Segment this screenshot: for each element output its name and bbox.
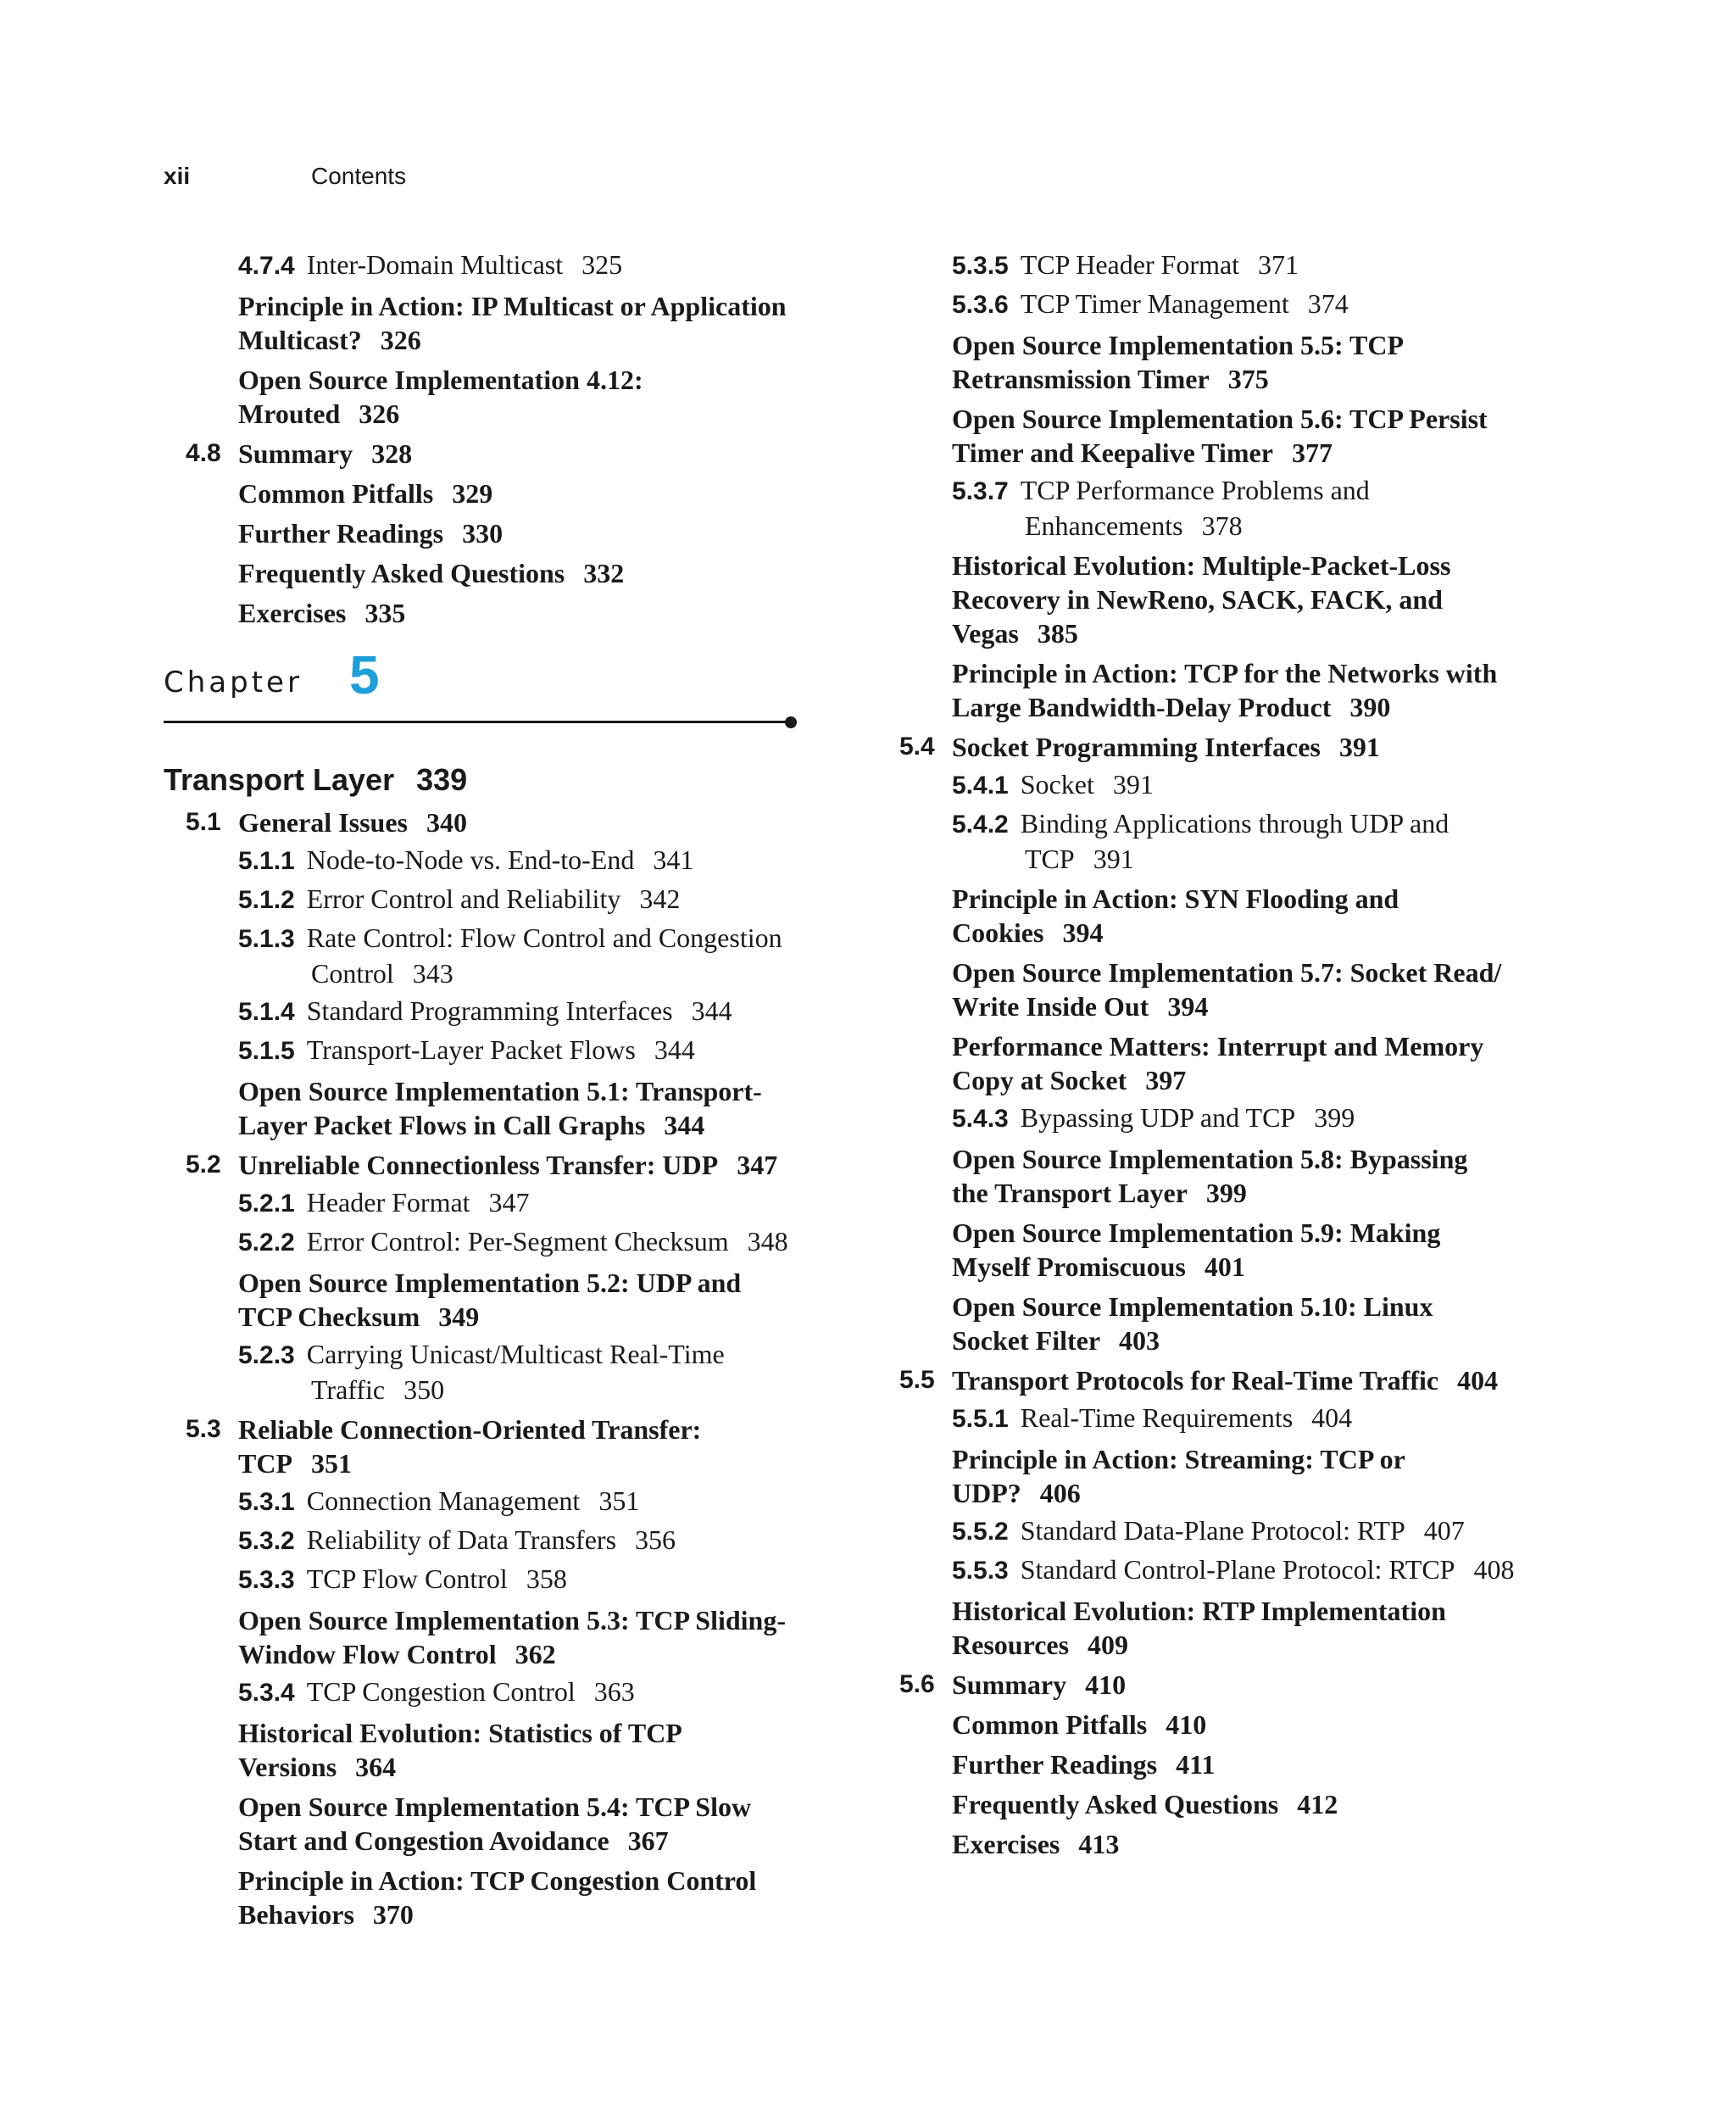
chapter-rule-dot [785,716,797,728]
feature-title-line: the Transport Layer [952,1178,1188,1208]
toc-right-column [877,244,1522,1861]
page-number: 343 [412,958,453,989]
toc-chapter-5-entries [164,805,808,1931]
page-number: 404 [1311,1402,1353,1433]
subsection-number: 5.5.2 [952,1518,1009,1546]
subsection-number: 5.1.5 [238,1037,295,1065]
page-number: 332 [583,558,625,588]
page-number: 385 [1037,618,1078,649]
subsection-title: Socket [1020,769,1094,800]
toc-subsection-entry [877,287,1522,322]
page-number: 356 [635,1524,676,1555]
page-number: 399 [1314,1102,1355,1133]
toc-subsection-entry [164,1185,808,1221]
toc-left-column [164,244,808,1931]
section-title: Reliable Connection-Oriented Transfer: TCP [238,1414,702,1479]
feature-title-line: Frequently Asked Questions [238,558,565,588]
section-number: 5.3 [186,1415,221,1443]
page-number: 409 [1088,1630,1129,1660]
toc-subsection-entry [164,921,808,990]
feature-title-line: Start and Congestion Avoidance [238,1825,609,1856]
toc-section-entry [877,1668,1522,1702]
chapter-page-number: 339 [416,762,468,797]
subsection-title: Error Control: Per-Segment Checksum [306,1226,729,1257]
toc-subsection-entry [877,473,1522,543]
subsection-title: Rate Control: Flow Control and Congestion Control [306,922,782,989]
feature-title-line: Versions [238,1752,337,1782]
section-number: 5.1 [186,808,221,836]
feature-title-line: Open Source Implementation 5.8: Bypassing [952,1144,1468,1174]
page-number: 377 [1291,437,1333,468]
feature-title-line: Principle in Action: Streaming: TCP or [952,1444,1405,1474]
toc-feature-entry [164,1266,808,1334]
subsection-title: Transport-Layer Packet Flows [306,1034,636,1065]
chapter-title-text: Transport Layer [164,762,395,797]
page-number: 370 [372,1899,414,1930]
feature-title-line: Open Source Implementation 4.12: [238,365,643,395]
feature-title-line: Mrouted [238,398,341,429]
feature-title-line: Open Source Implementation 5.2: UDP and [238,1268,742,1298]
subsection-title: Bypassing UDP and TCP [1020,1102,1296,1133]
toc-subsection-entry [877,1552,1522,1588]
toc-feature-entry [877,1708,1522,1741]
toc-feature-entry [164,1603,808,1671]
toc-feature-entry [877,549,1522,650]
page-number: 375 [1227,364,1269,394]
page-number: 412 [1297,1789,1338,1819]
feature-title-line: Principle in Action: IP Multicast or Application [238,291,787,321]
section-title: Summary [952,1669,1067,1700]
section-number: 5.2 [186,1151,221,1179]
subsection-number: 5.3.5 [952,252,1009,280]
chapter-title [164,761,808,800]
subsection-title: Carrying Unicast/Multicast Real-Time Traffic [306,1339,725,1405]
toc-subsection-entry [877,1101,1522,1136]
page-number: 371 [1258,249,1299,280]
toc-feature-entry [877,328,1522,396]
toc-subsection-entry [164,1484,808,1519]
subsection-title: TCP Congestion Control [306,1676,576,1707]
subsection-number: 4.7.4 [238,252,295,280]
subsection-number: 5.3.4 [238,1679,295,1707]
subsection-title: Standard Data-Plane Protocol: RTP [1020,1515,1405,1546]
feature-title-line: Open Source Implementation 5.1: Transport- [238,1076,762,1106]
toc-feature-entry [164,1790,808,1858]
subsection-number: 5.1.1 [238,847,295,875]
toc-feature-entry [164,1074,808,1142]
page-number: 408 [1473,1554,1515,1585]
page-number: 401 [1204,1251,1245,1282]
section-title: Socket Programming Interfaces [952,732,1321,762]
page-number: 394 [1062,917,1104,948]
feature-title-line: Copy at Socket [952,1065,1127,1095]
subsection-number: 5.5.3 [952,1557,1009,1585]
toc-feature-entry [877,882,1522,950]
feature-title-line: Historical Evolution: RTP Implementation [952,1596,1446,1626]
toc-feature-entry [877,956,1522,1023]
toc-feature-entry [164,596,808,630]
toc-section-entry [877,730,1522,764]
running-head-title: Contents [311,163,407,189]
chapter-number: 5 [349,644,380,705]
page-number: 406 [1039,1478,1081,1508]
toc-section-entry [164,437,808,471]
page-folio: xii [164,163,191,189]
feature-title-line: Write Inside Out [952,991,1149,1022]
subsection-title: TCP Timer Management [1020,288,1289,319]
subsection-title: TCP Performance Problems and Enhancements [1020,475,1370,541]
subsection-title: Node-to-Node vs. End-to-End [306,844,635,875]
toc-feature-entry [877,1594,1522,1662]
toc-feature-entry [164,363,808,431]
section-title: General Issues [238,807,408,838]
toc-feature-entry [877,1827,1522,1861]
feature-title-line: Window Flow Control [238,1639,497,1669]
toc-feature-entry [877,1442,1522,1510]
feature-title-line: Further Readings [952,1749,1158,1780]
subsection-number: 5.3.3 [238,1566,295,1594]
feature-title-line: Myself Promiscuous [952,1251,1186,1282]
toc-subsection-entry [877,767,1522,803]
page-number: 378 [1201,510,1243,541]
chapter-label: Chapter [164,666,303,699]
subsection-number: 5.4.2 [952,811,1009,839]
page-number: 410 [1085,1669,1127,1700]
page-number: 394 [1167,991,1209,1022]
page-number: 347 [737,1150,778,1180]
subsection-number: 5.1.3 [238,925,295,953]
toc-subsection-entry [164,994,808,1029]
subsection-title: Standard Programming Interfaces [306,995,673,1026]
feature-title-line: Open Source Implementation 5.3: TCP Sliding- [238,1605,786,1635]
toc-feature-entry [877,1216,1522,1284]
feature-title-line: Exercises [238,598,347,628]
chapter-rule [164,721,791,723]
toc-subsection-entry [164,1562,808,1597]
section-number: 4.8 [186,439,221,467]
feature-title-line: Common Pitfalls [952,1709,1148,1740]
feature-title-line: Cookies [952,917,1044,948]
toc-subsection-entry [164,882,808,917]
subsection-title: Binding Applications through UDP and TCP [1020,808,1449,874]
subsection-title: TCP Header Format [1020,249,1240,280]
page-number: 399 [1205,1178,1247,1208]
feature-title-line: Performance Matters: Interrupt and Memory [952,1031,1484,1062]
feature-title-line: Vegas [952,618,1019,649]
subsection-title: Inter-Domain Multicast [306,249,564,280]
feature-title-line: Multicast? [238,325,362,355]
toc-feature-entry [877,402,1522,470]
toc-feature-entry [164,1716,808,1784]
page-number: 340 [426,807,467,838]
feature-title-line: UDP? [952,1478,1021,1508]
subsection-number: 5.3.1 [238,1488,295,1516]
page-number: 325 [581,249,623,280]
toc-feature-entry [877,1029,1522,1097]
subsection-number: 5.3.2 [238,1527,295,1555]
subsection-number: 5.4.3 [952,1105,1009,1133]
page-number: 344 [664,1110,705,1140]
page-number: 364 [355,1752,397,1782]
toc-feature-entry [164,1864,808,1931]
feature-title-line: Open Source Implementation 5.5: TCP [952,330,1405,360]
page-number: 330 [462,518,504,549]
subsection-number: 5.2.1 [238,1190,295,1218]
page-number: 342 [639,883,681,914]
feature-title-line: Principle in Action: TCP for the Networks with [952,658,1498,688]
feature-title-line: Recovery in NewReno, SACK, FACK, and [952,584,1443,615]
page-number: 349 [438,1301,480,1332]
page-number: 344 [654,1034,695,1065]
toc-subsection-entry [164,1033,808,1068]
feature-title-line: Socket Filter [952,1325,1101,1356]
subsection-title: Connection Management [306,1485,581,1516]
feature-title-line: Open Source Implementation 5.10: Linux [952,1291,1433,1322]
subsection-title: Reliability of Data Transfers [306,1524,617,1555]
subsection-title: Error Control and Reliability [306,883,621,914]
subsection-number: 5.1.2 [238,886,295,914]
page-number: 404 [1457,1365,1499,1396]
section-title: Summary [238,438,353,469]
toc-chapter-5-continued-entries [877,248,1522,1861]
page-number: 363 [593,1676,635,1707]
toc-subsection-entry [164,1337,808,1407]
section-number: 5.6 [899,1670,935,1698]
feature-title-line: Common Pitfalls [238,478,434,509]
feature-title-line: Open Source Implementation 5.4: TCP Slow [238,1791,752,1822]
feature-title-line: Open Source Implementation 5.9: Making [952,1218,1441,1248]
feature-title-line: Open Source Implementation 5.6: TCP Persist [952,404,1488,434]
chapter-heading [164,637,808,754]
page-number: 348 [747,1226,788,1257]
feature-title-line: Exercises [952,1829,1060,1859]
toc-subsection-entry [877,1513,1522,1549]
toc-section-entry [164,1148,808,1182]
page-number: 362 [515,1639,556,1669]
toc-section-entry [877,1363,1522,1397]
toc-previous-chapter-entries [164,248,808,630]
feature-title-line: Historical Evolution: Statistics of TCP [238,1718,682,1748]
section-title: Unreliable Connectionless Transfer: UDP [238,1150,719,1180]
feature-title-line: Behaviors [238,1899,354,1930]
page-number: 374 [1307,288,1349,319]
feature-title-line: Layer Packet Flows in Call Graphs [238,1110,646,1140]
feature-title-line: Large Bandwidth-Delay Product [952,692,1332,722]
page-number: 411 [1176,1749,1216,1780]
feature-title-line: Timer and Keepalive Timer [952,437,1273,468]
toc-feature-entry [877,1787,1522,1821]
feature-title-line: Retransmission Timer [952,364,1210,394]
toc-subsection-entry [877,248,1522,283]
subsection-number: 5.1.4 [238,998,295,1026]
feature-title-line: TCP Checksum [238,1301,420,1332]
section-number: 5.5 [899,1366,935,1394]
toc-subsection-entry [877,806,1522,876]
page-number: 413 [1078,1829,1120,1859]
subsection-title: Standard Control-Plane Protocol: RTCP [1020,1554,1455,1585]
page-number: 358 [526,1563,567,1594]
feature-title-line: Historical Evolution: Multiple-Packet-Loss [952,550,1451,581]
toc-section-entry [164,805,808,839]
toc-feature-entry [164,516,808,550]
subsection-number: 5.4.1 [952,772,1009,800]
section-number: 5.4 [899,733,935,761]
page-number: 367 [627,1825,669,1856]
feature-title-line: Principle in Action: TCP Congestion Control [238,1865,757,1896]
page-number: 351 [598,1485,640,1516]
page-number: 390 [1349,692,1391,722]
feature-title-line: Principle in Action: SYN Flooding and [952,883,1399,914]
feature-title-line: Resources [952,1630,1070,1660]
feature-title-line: Frequently Asked Questions [952,1789,1279,1819]
page-number: 391 [1093,844,1134,874]
toc-section-entry [164,1413,808,1480]
page-number: 326 [359,398,400,429]
toc-subsection-entry [164,843,808,878]
section-title: Transport Protocols for Real-Time Traffic [952,1365,1439,1396]
toc-subsection-entry [164,248,808,283]
page-number: 326 [380,325,421,355]
subsection-number: 5.3.6 [952,291,1009,319]
subsection-number: 5.5.1 [952,1405,1009,1433]
page-number: 391 [1112,769,1154,800]
toc-subsection-entry [164,1224,808,1260]
page-number: 335 [364,598,406,628]
subsection-number: 5.2.2 [238,1229,295,1257]
feature-title-line: Further Readings [238,518,444,549]
page-number: 403 [1119,1325,1160,1356]
feature-title-line: Open Source Implementation 5.7: Socket Read/ [952,957,1502,988]
page-number: 397 [1145,1065,1187,1095]
page-number: 341 [653,844,694,875]
page-number: 328 [371,438,413,469]
page-number: 344 [691,995,732,1026]
page-number: 350 [403,1374,445,1405]
subsection-title: Real-Time Requirements [1020,1402,1294,1433]
subsection-title: Header Format [306,1187,470,1218]
subsection-title: TCP Flow Control [306,1563,508,1594]
toc-feature-entry [164,556,808,590]
toc-feature-entry [877,1142,1522,1210]
subsection-number: 5.3.7 [952,477,1009,505]
page-number: 351 [311,1448,352,1479]
toc-feature-entry [877,1747,1522,1781]
toc-feature-entry [877,656,1522,724]
subsection-number: 5.2.3 [238,1341,295,1369]
toc-feature-entry [164,289,808,357]
toc-subsection-entry [877,1401,1522,1436]
toc-subsection-entry [164,1674,808,1710]
toc-feature-entry [877,1290,1522,1357]
page-number: 410 [1166,1709,1207,1740]
page-number: 329 [452,478,493,509]
page-number: 407 [1423,1515,1465,1546]
page-number: 347 [488,1187,530,1218]
toc-feature-entry [164,476,808,510]
toc-subsection-entry [164,1523,808,1558]
page-number: 391 [1338,732,1380,762]
